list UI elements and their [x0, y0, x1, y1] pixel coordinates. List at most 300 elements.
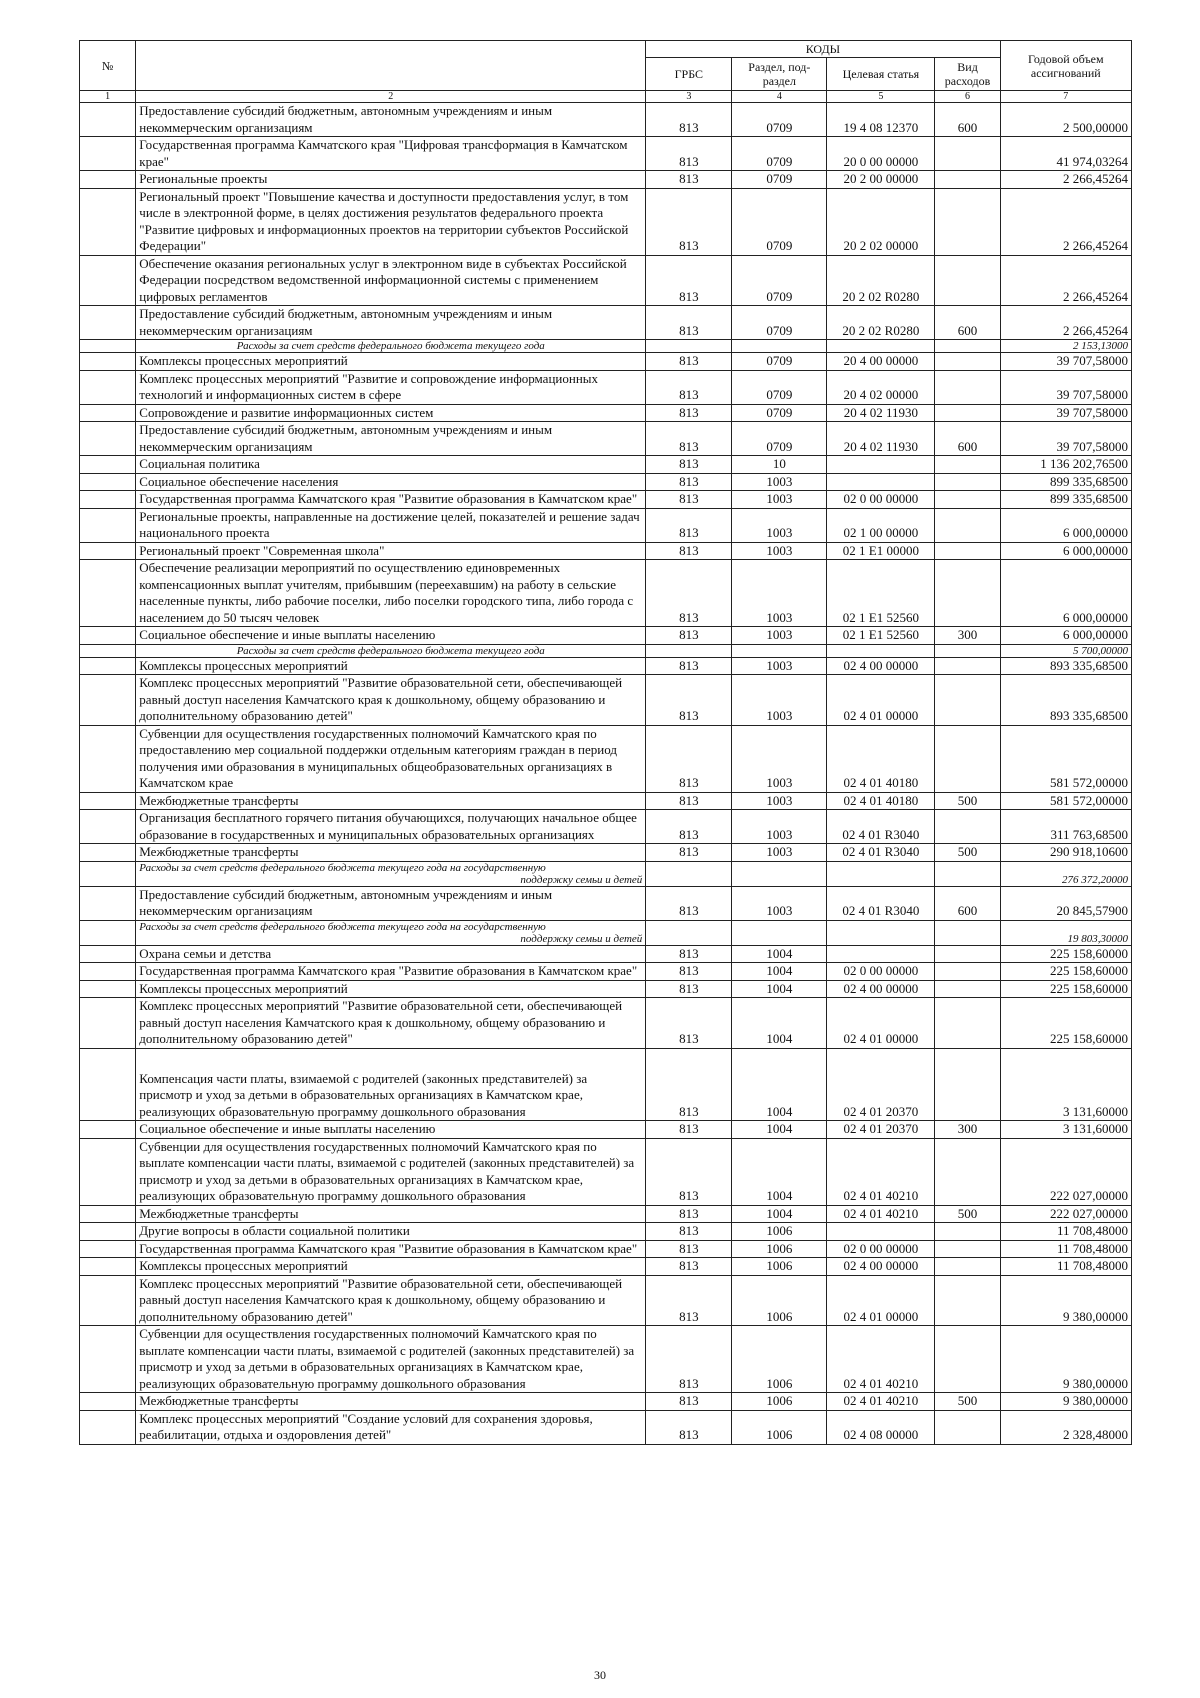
empty-cell: [827, 644, 935, 657]
row-number-cell: [80, 844, 136, 862]
expense-type-code: [935, 1275, 1000, 1326]
amount-value: 39 707,58000: [1000, 422, 1131, 456]
grbs-code: 813: [646, 422, 732, 456]
item-name: Предоставление субсидий бюджетным, автономным учреждениям и иным некоммерческим организациям: [136, 306, 646, 340]
amount-value: 222 027,00000: [1000, 1205, 1131, 1223]
empty-cell: [935, 340, 1000, 353]
expense-type-code: [935, 473, 1000, 491]
row-number-cell: [80, 188, 136, 255]
item-name: Комплекс процессных мероприятий "Развитие образовательной сети, обеспечивающей равный доступ населения Камчатского края к дошкольному, общему образованию и дополнительному образованию детей": [136, 998, 646, 1049]
grbs-code: 813: [646, 675, 732, 726]
expense-type-code: [935, 1223, 1000, 1241]
target-code: 02 4 00 00000: [827, 980, 935, 998]
note-text: поддержку семьи и детей: [520, 873, 643, 886]
table-row: [80, 844, 1132, 862]
table-row: [80, 404, 1132, 422]
section-code: 1006: [732, 1326, 827, 1393]
section-code: 1004: [732, 1205, 827, 1223]
section-code: 0709: [732, 188, 827, 255]
item-name: Комплексы процессных мероприятий: [136, 353, 646, 371]
section-code: 0709: [732, 422, 827, 456]
grbs-code: 813: [646, 725, 732, 792]
grbs-code: 813: [646, 963, 732, 981]
amount-value: 9 380,00000: [1000, 1275, 1131, 1326]
target-code: 20 4 02 11930: [827, 404, 935, 422]
row-number-cell: [80, 542, 136, 560]
section-code: 1004: [732, 945, 827, 963]
target-code: 19 4 08 12370: [827, 103, 935, 137]
section-code: 1003: [732, 792, 827, 810]
item-name: Межбюджетные трансферты: [136, 844, 646, 862]
table-row: [80, 725, 1132, 792]
col-index: 6: [935, 91, 1000, 103]
amount-value: 2 500,00000: [1000, 103, 1131, 137]
section-code: 0709: [732, 353, 827, 371]
row-number-cell: [80, 810, 136, 844]
row-number-cell: [80, 1275, 136, 1326]
grbs-code: 813: [646, 1258, 732, 1276]
grbs-code: 813: [646, 542, 732, 560]
section-code: 1003: [732, 627, 827, 645]
grbs-code: 813: [646, 306, 732, 340]
amount-value: 893 335,68500: [1000, 657, 1131, 675]
section-code: 1003: [732, 508, 827, 542]
target-code: 02 4 01 40210: [827, 1326, 935, 1393]
table-row: [80, 1223, 1132, 1241]
section-code: 1003: [732, 810, 827, 844]
grbs-code: 813: [646, 491, 732, 509]
expense-type-code: [935, 491, 1000, 509]
grbs-code: 813: [646, 370, 732, 404]
row-number-cell: [80, 1121, 136, 1139]
item-name: Социальное обеспечение и иные выплаты населению: [136, 627, 646, 645]
grbs-code: 813: [646, 1121, 732, 1139]
expense-type-code: [935, 945, 1000, 963]
amount-value: 11 708,48000: [1000, 1258, 1131, 1276]
item-name: Охрана семьи и детства: [136, 945, 646, 963]
empty-cell: [732, 644, 827, 657]
section-code: 1006: [732, 1223, 827, 1241]
amount-value: 2 266,45264: [1000, 306, 1131, 340]
expense-type-code: [935, 998, 1000, 1049]
expense-type-code: [935, 456, 1000, 474]
note-amount: 19 803,30000: [1000, 920, 1131, 945]
row-number-cell: [80, 644, 136, 657]
target-code: 02 4 01 00000: [827, 1275, 935, 1326]
target-code: 20 4 02 11930: [827, 422, 935, 456]
section-code: 1006: [732, 1410, 827, 1444]
target-code: 20 4 02 00000: [827, 370, 935, 404]
budget-table: [79, 40, 1132, 1445]
item-name: Комплекс процессных мероприятий "Развитие образовательной сети, обеспечивающей равный доступ населения Камчатского края к дошкольному, общему образованию и дополнительному образованию детей": [136, 1275, 646, 1326]
item-name: Межбюджетные трансферты: [136, 1205, 646, 1223]
grbs-code: 813: [646, 508, 732, 542]
amount-value: 2 266,45264: [1000, 171, 1131, 189]
grbs-code: 813: [646, 353, 732, 371]
table-row: [80, 1240, 1132, 1258]
col-index: 7: [1000, 91, 1131, 103]
table-row: [80, 886, 1132, 920]
amount-value: 6 000,00000: [1000, 508, 1131, 542]
amount-value: 2 328,48000: [1000, 1410, 1131, 1444]
empty-cell: [646, 340, 732, 353]
header-grbs: ГРБС: [646, 58, 732, 91]
row-number-cell: [80, 861, 136, 886]
table-row: [80, 980, 1132, 998]
amount-value: 899 335,68500: [1000, 491, 1131, 509]
item-name: Государственная программа Камчатского края "Развитие образования в Камчатском крае": [136, 1240, 646, 1258]
expense-type-code: [935, 980, 1000, 998]
target-code: 20 2 02 R0280: [827, 306, 935, 340]
col-index: 2: [136, 91, 646, 103]
grbs-code: 813: [646, 404, 732, 422]
note-cell: [136, 861, 646, 886]
target-code: 02 4 00 00000: [827, 657, 935, 675]
item-name: Другие вопросы в области социальной политики: [136, 1223, 646, 1241]
empty-cell: [646, 861, 732, 886]
expense-type-code: [935, 725, 1000, 792]
section-code: 1003: [732, 844, 827, 862]
section-code: 1003: [732, 725, 827, 792]
item-name: Комплекс процессных мероприятий "Развитие и сопровождение информационных технологий и информационных систем в сфере: [136, 370, 646, 404]
expense-type-code: [935, 542, 1000, 560]
row-number-cell: [80, 340, 136, 353]
section-code: 1004: [732, 1138, 827, 1205]
empty-cell: [732, 340, 827, 353]
grbs-code: 813: [646, 1326, 732, 1393]
item-name: Государственная программа Камчатского края "Развитие образования в Камчатском крае": [136, 491, 646, 509]
amount-value: 39 707,58000: [1000, 353, 1131, 371]
expense-type-code: 600: [935, 886, 1000, 920]
col-index: 1: [80, 91, 136, 103]
item-name: Региональные проекты: [136, 171, 646, 189]
grbs-code: 813: [646, 1205, 732, 1223]
amount-value: 6 000,00000: [1000, 542, 1131, 560]
target-code: 02 4 01 20370: [827, 1121, 935, 1139]
amount-value: 225 158,60000: [1000, 963, 1131, 981]
note-row: [80, 644, 1132, 657]
note-amount: 5 700,00000: [1000, 644, 1131, 657]
section-code: 1006: [732, 1240, 827, 1258]
table-row: [80, 306, 1132, 340]
grbs-code: 813: [646, 1240, 732, 1258]
target-code: 02 4 00 00000: [827, 1258, 935, 1276]
item-name: Государственная программа Камчатского края "Развитие образования в Камчатском крае": [136, 963, 646, 981]
note-amount: 276 372,20000: [1000, 861, 1131, 886]
target-code: 02 4 08 00000: [827, 1410, 935, 1444]
note-text: Расходы за счет средств федерального бюджета текущего года на государственную: [139, 861, 546, 874]
item-name: Субвенции для осуществления государственных полномочий Камчатского края по предоставлению мер социальной поддержки отдельным категориям граждан в период получения ими образования в муниципальных общеобразовательных организациях в Камчатском крае: [136, 725, 646, 792]
table-row: [80, 1275, 1132, 1326]
expense-type-code: [935, 1326, 1000, 1393]
target-code: 02 4 01 00000: [827, 675, 935, 726]
expense-type-code: [935, 508, 1000, 542]
item-name: Комплекс процессных мероприятий "Создание условий для сохранения здоровья, реабилитации, отдыха и оздоровления детей": [136, 1410, 646, 1444]
item-name: Комплексы процессных мероприятий: [136, 980, 646, 998]
header-target: Целевая статья: [827, 58, 935, 91]
section-code: 1003: [732, 886, 827, 920]
header-amount: Годовой объем ассигнований: [1000, 41, 1131, 91]
section-code: 1006: [732, 1275, 827, 1326]
table-row: [80, 1138, 1132, 1205]
table-row: [80, 657, 1132, 675]
item-name: Региональный проект "Современная школа": [136, 542, 646, 560]
row-number-cell: [80, 675, 136, 726]
expense-type-code: 300: [935, 1121, 1000, 1139]
item-name: Региональный проект "Повышение качества и доступности предоставления услуг, в том числе в электронной форме, в целях достижения результатов федерального проекта "Развитие цифровых и информационных проектов на территории субъектов Российской Федерации": [136, 188, 646, 255]
item-name: Межбюджетные трансферты: [136, 792, 646, 810]
expense-type-code: [935, 675, 1000, 726]
table-row: [80, 1410, 1132, 1444]
item-name: Предоставление субсидий бюджетным, автономным учреждениям и иным некоммерческим организациям: [136, 886, 646, 920]
note-text: поддержку семьи и детей: [520, 932, 643, 945]
expense-type-code: [935, 1048, 1000, 1121]
target-code: 02 4 01 40180: [827, 792, 935, 810]
section-code: 1006: [732, 1393, 827, 1411]
table-row: [80, 810, 1132, 844]
amount-value: 225 158,60000: [1000, 998, 1131, 1049]
row-number-cell: [80, 920, 136, 945]
item-name: Комплексы процессных мероприятий: [136, 1258, 646, 1276]
grbs-code: 813: [646, 844, 732, 862]
amount-value: 893 335,68500: [1000, 675, 1131, 726]
grbs-code: 813: [646, 998, 732, 1049]
amount-value: 41 974,03264: [1000, 137, 1131, 171]
item-name: Субвенции для осуществления государственных полномочий Камчатского края по выплате компенсации части платы, взимаемой с родителей (законных представителей) за присмотр и уход за детьми в образовательных организациях в Камчатском крае, реализующих образовательную программу дошкольного образования: [136, 1138, 646, 1205]
item-name: Организация бесплатного горячего питания обучающихся, получающих начальное общее образование в государственных и муниципальных образовательных организациях: [136, 810, 646, 844]
row-number-cell: [80, 627, 136, 645]
target-code: [827, 945, 935, 963]
table-body: [80, 103, 1132, 1445]
section-code: 1004: [732, 980, 827, 998]
section-code: 0709: [732, 137, 827, 171]
amount-value: 1 136 202,76500: [1000, 456, 1131, 474]
expense-type-code: [935, 657, 1000, 675]
expense-type-code: [935, 137, 1000, 171]
expense-type-code: 500: [935, 1205, 1000, 1223]
note-cell: Расходы за счет средств федерального бюджета текущего года: [136, 644, 646, 657]
table-row: [80, 1393, 1132, 1411]
empty-cell: [827, 340, 935, 353]
expense-type-code: [935, 188, 1000, 255]
target-code: 02 1 00 00000: [827, 508, 935, 542]
row-number-cell: [80, 422, 136, 456]
empty-cell: [646, 920, 732, 945]
expense-type-code: [935, 1240, 1000, 1258]
grbs-code: 813: [646, 627, 732, 645]
row-number-cell: [80, 945, 136, 963]
section-code: 1003: [732, 491, 827, 509]
col-index: 4: [732, 91, 827, 103]
empty-cell: [732, 861, 827, 886]
section-code: 0709: [732, 370, 827, 404]
target-code: 02 4 01 40210: [827, 1138, 935, 1205]
section-code: 1004: [732, 1048, 827, 1121]
section-code: 0709: [732, 404, 827, 422]
target-code: 02 4 01 40210: [827, 1205, 935, 1223]
row-number-cell: [80, 1393, 136, 1411]
table-row: [80, 1326, 1132, 1393]
row-number-cell: [80, 886, 136, 920]
item-name: Межбюджетные трансферты: [136, 1393, 646, 1411]
row-number-cell: [80, 1138, 136, 1205]
empty-cell: [732, 920, 827, 945]
table-row: [80, 1205, 1132, 1223]
amount-value: 581 572,00000: [1000, 792, 1131, 810]
grbs-code: 813: [646, 255, 732, 306]
note-amount: 2 153,13000: [1000, 340, 1131, 353]
target-code: [827, 456, 935, 474]
expense-type-code: [935, 1138, 1000, 1205]
empty-cell: [827, 920, 935, 945]
row-number-cell: [80, 508, 136, 542]
amount-value: 311 763,68500: [1000, 810, 1131, 844]
target-code: 02 4 01 40210: [827, 1393, 935, 1411]
target-code: 02 1 E1 00000: [827, 542, 935, 560]
row-number-cell: [80, 353, 136, 371]
amount-value: 2 266,45264: [1000, 255, 1131, 306]
header-name: [136, 41, 646, 91]
amount-value: 225 158,60000: [1000, 945, 1131, 963]
row-number-cell: [80, 1223, 136, 1241]
empty-cell: [935, 644, 1000, 657]
amount-value: 290 918,10600: [1000, 844, 1131, 862]
table-row: [80, 627, 1132, 645]
row-number-cell: [80, 1258, 136, 1276]
table-row: [80, 508, 1132, 542]
table-row: [80, 473, 1132, 491]
row-number-cell: [80, 657, 136, 675]
table-row: [80, 353, 1132, 371]
grbs-code: 813: [646, 473, 732, 491]
expense-type-code: [935, 963, 1000, 981]
empty-cell: [827, 861, 935, 886]
item-name: Социальное обеспечение и иные выплаты населению: [136, 1121, 646, 1139]
amount-value: 3 131,60000: [1000, 1048, 1131, 1121]
item-name: Социальная политика: [136, 456, 646, 474]
note-text: Расходы за счет средств федерального бюджета текущего года на государственную: [139, 920, 546, 933]
amount-value: 11 708,48000: [1000, 1223, 1131, 1241]
expense-type-code: [935, 404, 1000, 422]
table-row: [80, 255, 1132, 306]
grbs-code: 813: [646, 103, 732, 137]
table-row: [80, 560, 1132, 627]
empty-cell: [935, 861, 1000, 886]
expense-type-code: [935, 1258, 1000, 1276]
expense-type-code: 500: [935, 1393, 1000, 1411]
expense-type-code: [935, 810, 1000, 844]
amount-value: 225 158,60000: [1000, 980, 1131, 998]
row-number-cell: [80, 491, 136, 509]
grbs-code: 813: [646, 945, 732, 963]
section-code: 0709: [732, 171, 827, 189]
row-number-cell: [80, 473, 136, 491]
row-number-cell: [80, 1410, 136, 1444]
target-code: 20 4 00 00000: [827, 353, 935, 371]
expense-type-code: [935, 560, 1000, 627]
section-code: 10: [732, 456, 827, 474]
row-number-cell: [80, 306, 136, 340]
row-number-cell: [80, 1048, 136, 1121]
note-cell: Расходы за счет средств федерального бюджета текущего года: [136, 340, 646, 353]
item-name: Государственная программа Камчатского края "Цифровая трансформация в Камчатском крае": [136, 137, 646, 171]
amount-value: 2 266,45264: [1000, 188, 1131, 255]
section-code: 1004: [732, 1121, 827, 1139]
amount-value: 9 380,00000: [1000, 1326, 1131, 1393]
amount-value: 20 845,57900: [1000, 886, 1131, 920]
grbs-code: 813: [646, 456, 732, 474]
row-number-cell: [80, 1205, 136, 1223]
target-code: 02 0 00 00000: [827, 963, 935, 981]
row-number-cell: [80, 1326, 136, 1393]
row-number-cell: [80, 1240, 136, 1258]
header-section: Раздел, под-раздел: [732, 58, 827, 91]
item-name: Предоставление субсидий бюджетным, автономным учреждениям и иным некоммерческим организациям: [136, 103, 646, 137]
item-name: Субвенции для осуществления государственных полномочий Камчатского края по выплате компенсации части платы, взимаемой с родителей (законных представителей) за присмотр и уход за детьми в образовательных организациях в Камчатском крае, реализующих образовательную программу дошкольного образования: [136, 1326, 646, 1393]
amount-value: 899 335,68500: [1000, 473, 1131, 491]
amount-value: 39 707,58000: [1000, 404, 1131, 422]
table-row: [80, 456, 1132, 474]
grbs-code: 813: [646, 657, 732, 675]
item-name: Обеспечение реализации мероприятий по осуществлению единовременных компенсационных выплат учителям, прибывшим (переехавшим) на работу в сельские населенные пункты, либо рабочие поселки, либо поселки городского типа, либо города с населением до 50 тысяч человек: [136, 560, 646, 627]
section-code: 1006: [732, 1258, 827, 1276]
header-exptype: Вид расходов: [935, 58, 1000, 91]
item-name: Социальное обеспечение населения: [136, 473, 646, 491]
row-number-cell: [80, 998, 136, 1049]
amount-value: 11 708,48000: [1000, 1240, 1131, 1258]
target-code: 02 1 E1 52560: [827, 627, 935, 645]
grbs-code: 813: [646, 188, 732, 255]
expense-type-code: [935, 171, 1000, 189]
table-row: [80, 1258, 1132, 1276]
note-row: [80, 861, 1132, 886]
item-name: Региональные проекты, направленные на достижение целей, показателей и решение задач национального проекта: [136, 508, 646, 542]
amount-value: 581 572,00000: [1000, 725, 1131, 792]
grbs-code: 813: [646, 980, 732, 998]
target-code: 20 2 02 00000: [827, 188, 935, 255]
page-number: 30: [594, 1668, 606, 1682]
table-row: [80, 171, 1132, 189]
note-cell: [136, 920, 646, 945]
expense-type-code: [935, 370, 1000, 404]
grbs-code: 813: [646, 1048, 732, 1121]
grbs-code: 813: [646, 1138, 732, 1205]
item-name: Компенсация части платы, взимаемой с родителей (законных представителей) за присмотр и уход за детьми в образовательных организациях в Камчатском крае, реализующих образовательную программу дошкольного образования: [136, 1048, 646, 1121]
amount-value: 222 027,00000: [1000, 1138, 1131, 1205]
expense-type-code: 600: [935, 103, 1000, 137]
table-row: [80, 103, 1132, 137]
row-number-cell: [80, 963, 136, 981]
col-index: 3: [646, 91, 732, 103]
table-row: [80, 1048, 1132, 1121]
grbs-code: 813: [646, 1393, 732, 1411]
row-number-cell: [80, 456, 136, 474]
empty-cell: [646, 644, 732, 657]
grbs-code: 813: [646, 810, 732, 844]
section-code: 0709: [732, 255, 827, 306]
section-code: 1004: [732, 998, 827, 1049]
section-code: 1003: [732, 657, 827, 675]
section-code: 0709: [732, 103, 827, 137]
target-code: 02 1 E1 52560: [827, 560, 935, 627]
table-row: [80, 370, 1132, 404]
row-number-cell: [80, 792, 136, 810]
expense-type-code: 300: [935, 627, 1000, 645]
expense-type-code: [935, 353, 1000, 371]
table-row: [80, 945, 1132, 963]
grbs-code: 813: [646, 560, 732, 627]
item-name: Комплекс процессных мероприятий "Развитие образовательной сети, обеспечивающей равный доступ населения Камчатского края к дошкольному, общему образованию и дополнительному образованию детей": [136, 675, 646, 726]
